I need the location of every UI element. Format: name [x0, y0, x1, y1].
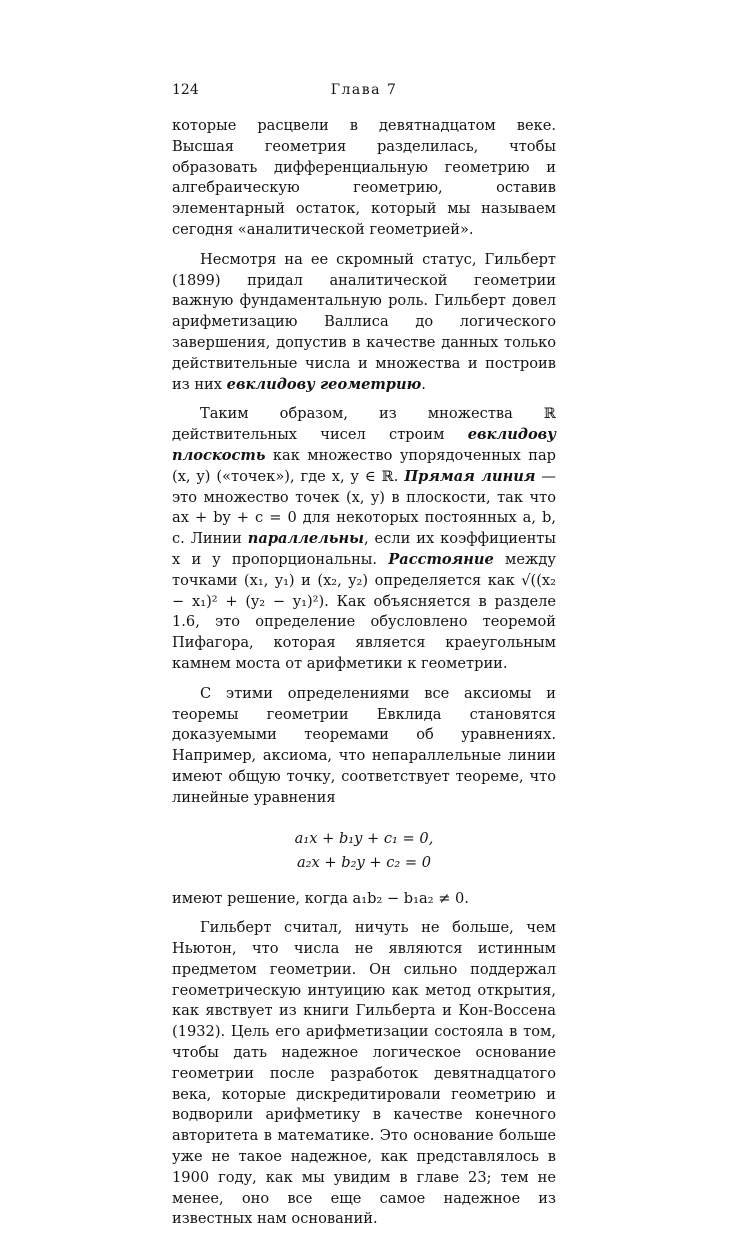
- paragraph-3-c: — это множество точек (x, y) в плоскости, так что ax + by + c = 0 для некоторых постоянных a, b, c. Линии: [172, 467, 557, 548]
- paragraph-2-text: Несмотря на ее скромный статус, Гильберт (1899) придал аналитической геометрии важную фундаментальную роль. Гильберт довел арифметизацию Валлиса до логического завершения, допустив в качестве данных только действительные числа и множества и построив из них: [172, 250, 556, 393]
- paragraph-3-e: между точками (x₁, y₁) и (x₂, y₂) определяется как √((x₂ − x₁)² + (y₂ − y₁)²). Как объясняется в разделе 1.6, это определение обусловлено теоремой Пифагора, которая является краеугольным камнем моста от арифметики к геометрии.: [172, 550, 556, 672]
- term-distance: Расстояние: [388, 550, 494, 568]
- paragraph-5: имеют решение, когда a₁b₂ − b₁a₂ ≠ 0.: [172, 889, 469, 907]
- equation-1: a₁x + b₁y + c₁ = 0,: [294, 829, 434, 847]
- running-header: [172, 80, 556, 100]
- paragraph-2-end: .: [421, 375, 426, 393]
- paragraph-3-d: , если их коэффициенты x и y пропорциональны.: [172, 530, 556, 568]
- paragraph-2: [172, 250, 556, 396]
- paragraph-1: которые расцвели в девятнадцатом веке. Высшая геометрия разделилась, чтобы образовать дифференциальную геометрию и алгебраическую геометрию, оставив элементарный остаток, который мы называем сегодня «аналитической геометрией».: [172, 117, 556, 238]
- chapter-title: Глава 7: [330, 82, 398, 98]
- equation-2: a₂x + b₂y + c₂ = 0: [296, 853, 432, 871]
- paragraph-6: Гильберт считал, ничуть не больше, чем Ньютон, что числа не являются истинным предметом геометрии. Он сильно поддержал геометрическую интуицию как метод открытия, как явствует из книги Гильберта и Кон-Воссена (1932). Цель его арифметизации состояла в том, чтобы дать надежное логическое основание геометрии после разработок девятнадцатого века, которые дискредитировали геометрию и водворили арифметику в качестве конечного авторитета в математике. Это основание больше уже не такое надежное, как представлялось в 1900 году, как мы увидим в главе 23; тем не менее, оно все еще самое надежное из известных нам оснований.: [172, 919, 556, 1228]
- term-straight-line: Прямая линия: [404, 467, 536, 485]
- term-euclidean-geometry: евклидову геометрию: [226, 375, 422, 393]
- page-number: 124: [172, 82, 199, 98]
- paragraph-3-b: как множество упорядоченных пар (x, y) («точек»), где x, y ∈ ℝ.: [172, 446, 556, 485]
- paragraph-3: [172, 404, 556, 674]
- term-parallel: параллельны: [247, 530, 364, 548]
- term-euclidean-plane: евклидову плоскость: [172, 426, 556, 464]
- paragraph-4: С этими определениями все аксиомы и теоремы геометрии Евклида становятся доказуемыми теоремами об уравнениях. Например, аксиома, что непараллельные линии имеют общую точку, соответствует теореме, что линейные уравнения: [172, 684, 556, 806]
- equation-system: [172, 827, 556, 875]
- body-text: [172, 116, 556, 1239]
- paragraph-3-a: Таким образом, из множества ℝ действительных чисел строим: [172, 405, 556, 444]
